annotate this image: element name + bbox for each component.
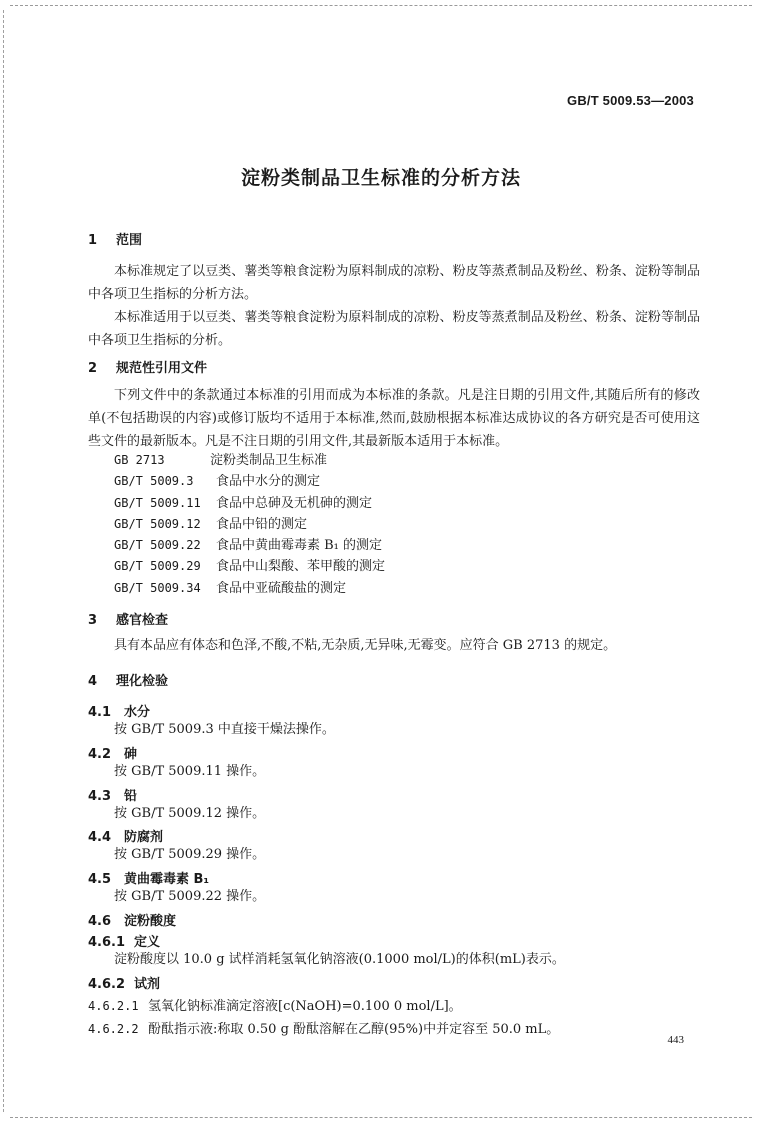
- reference-item: [88, 514, 700, 535]
- reference-code: GB/T 5009.34: [114, 580, 201, 595]
- section-1-heading: [88, 229, 700, 248]
- reference-title: 淀粉类制品卫生标准: [210, 453, 328, 468]
- subsection-4-3-heading: 4.3 铅: [88, 789, 138, 804]
- reference-item: [88, 556, 700, 577]
- subsection-4-2-text: 按 GB/T 5009.11 操作。: [114, 764, 266, 779]
- reference-code: GB/T 5009.11: [114, 495, 201, 510]
- item-4-6-2-1: 4.6.2.1 氢氧化钠标准滴定溶液[c(NaOH)=0.100 0 mol/L]。: [88, 999, 462, 1014]
- page-bottom-edge: [10, 1117, 752, 1118]
- section-number: 1: [88, 233, 98, 248]
- section-3-heading: [88, 609, 700, 628]
- subsection-4-6-2-heading: 4.6.2 试剂: [88, 977, 161, 992]
- reference-code: GB/T 5009.3: [114, 474, 194, 489]
- section-title: 感官检查: [116, 613, 169, 628]
- subsection-4-6-heading: 4.6 淀粉酸度: [88, 914, 177, 929]
- section-2-heading: [88, 357, 700, 376]
- subsection-4-3-text: 按 GB/T 5009.12 操作。: [114, 806, 266, 821]
- reference-code: GB/T 5009.22: [114, 538, 201, 553]
- subsection-4-6-1-heading: 4.6.1 定义: [88, 935, 161, 950]
- subsection-4-5-text: 按 GB/T 5009.22 操作。: [114, 889, 266, 904]
- subsection-4-5-heading: 4.5 黄曲霉毒素 B₁: [88, 872, 210, 887]
- section-1-paragraph-2: 本标准适用于以豆类、薯类等粮食淀粉为原料制成的凉粉、粉皮等蒸煮制品及粉丝、粉条、淀粉等制品中各项卫生指标的分析。: [88, 310, 700, 348]
- reference-title: 食品中水分的测定: [216, 474, 321, 490]
- section-4-heading: [88, 670, 700, 689]
- section-number: 2: [88, 361, 98, 376]
- item-4-6-2-2: 4.6.2.2 酚酞指示液:称取 0.50 g 酚酞溶解在乙醇(95%)中并定容至 50.0 mL。: [88, 1022, 560, 1037]
- subsection-4-1-text: 按 GB/T 5009.3 中直接干燥法操作。: [114, 722, 335, 737]
- page-top-edge: [10, 5, 752, 6]
- reference-item: [88, 493, 700, 514]
- section-number: 4: [88, 674, 98, 689]
- reference-title: 食品中亚硫酸盐的测定: [216, 580, 347, 596]
- section-2-paragraph: 下列文件中的条款通过本标准的引用而成为本标准的条款。凡是注日期的引用文件,其随后所有的修改单(不包括勘误的内容)或修订版均不适用于本标准,然而,鼓励根据本标准达成协议的各方研究是否可使用这些文件的最新版本。凡是不注日期的引用文件,其最新版本适用于本标准。: [88, 388, 700, 449]
- subsection-4-2-heading: 4.2 砷: [88, 747, 138, 762]
- section-number: 3: [88, 613, 98, 628]
- reference-item: [88, 578, 700, 599]
- reference-item: [88, 450, 700, 471]
- reference-title: 食品中总砷及无机砷的测定: [216, 495, 373, 511]
- reference-item: [88, 535, 700, 556]
- reference-code: GB 2713: [114, 453, 165, 467]
- page-number: 443: [667, 1034, 684, 1046]
- section-3-paragraph: 具有本品应有体态和色泽,不酸,不粘,无杂质,无异味,无霉变。应符合 GB 2713 的规定。: [114, 638, 617, 653]
- reference-code: GB/T 5009.29: [114, 559, 201, 574]
- subsection-4-6-1-text: 淀粉酸度以 10.0 g 试样消耗氢氧化钠溶液(0.1000 mol/L)的体积(mL)表示。: [114, 952, 565, 967]
- subsection-4-4-text: 按 GB/T 5009.29 操作。: [114, 847, 266, 862]
- section-1-paragraph-1: 本标准规定了以豆类、薯类等粮食淀粉为原料制成的凉粉、粉皮等蒸煮制品及粉丝、粉条、淀粉等制品中各项卫生指标的分析方法。: [88, 264, 700, 302]
- reference-title: 食品中黄曲霉毒素 B₁ 的测定: [216, 538, 383, 554]
- reference-item: [88, 471, 700, 492]
- standard-number: GB/T 5009.53—2003: [567, 93, 694, 108]
- reference-code: GB/T 5009.12: [114, 516, 201, 531]
- section-title: 范围: [116, 233, 143, 248]
- subsection-4-1-heading: 4.1 水分: [88, 705, 151, 720]
- reference-title: 食品中铅的测定: [216, 516, 308, 532]
- document-title: 淀粉类制品卫生标准的分析方法: [240, 167, 521, 189]
- section-title: 理化检验: [116, 674, 169, 689]
- reference-title: 食品中山梨酸、苯甲酸的测定: [216, 559, 386, 575]
- subsection-4-4-heading: 4.4 防腐剂: [88, 830, 164, 845]
- section-title: 规范性引用文件: [116, 361, 208, 376]
- normative-references-list: [88, 450, 700, 599]
